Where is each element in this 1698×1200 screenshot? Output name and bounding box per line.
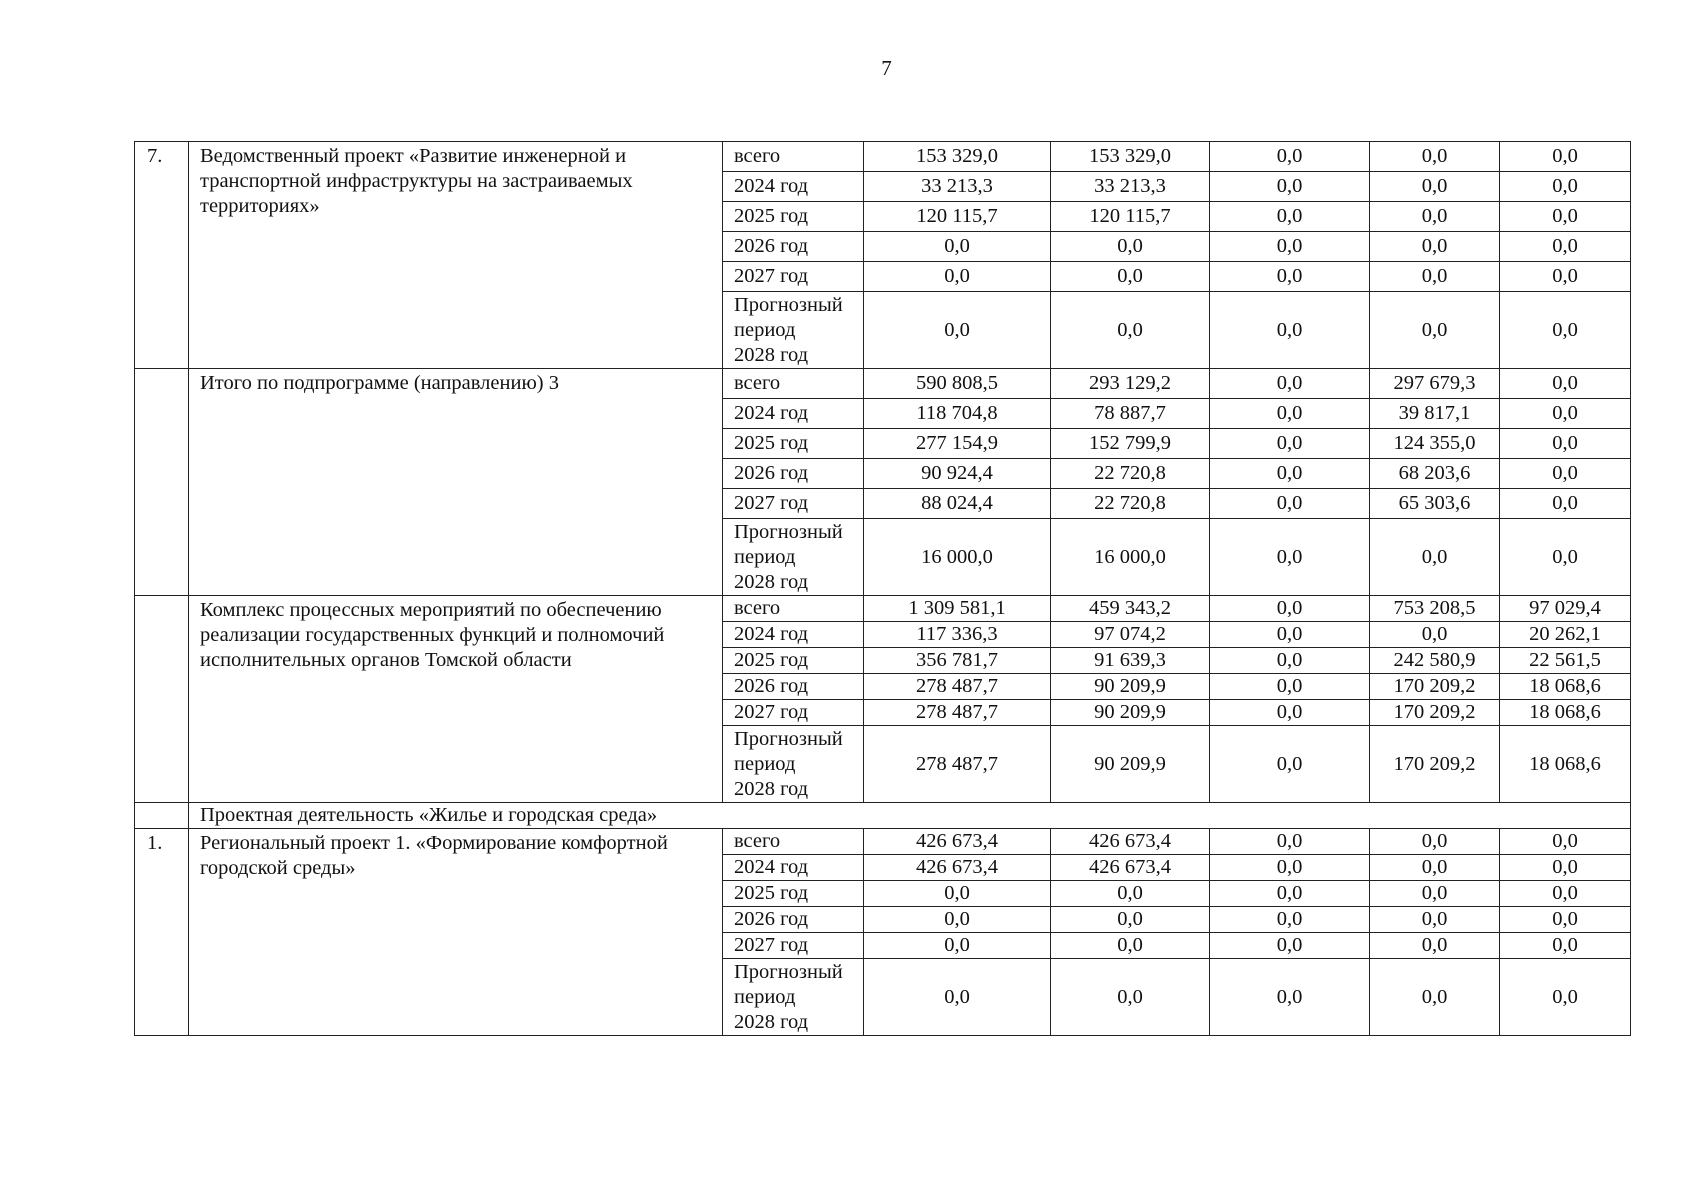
value-cell: 0,0 — [1051, 959, 1210, 1036]
value-cell: 0,0 — [1370, 959, 1500, 1036]
period-cell: Прогнозный период 2028 год — [723, 519, 864, 596]
value-cell: 0,0 — [1210, 292, 1370, 369]
period-cell: 2027 год — [723, 489, 864, 519]
period-cell: 2024 год — [723, 855, 864, 881]
value-cell: 0,0 — [1500, 262, 1631, 292]
value-cell: 124 355,0 — [1370, 429, 1500, 459]
value-cell: 0,0 — [864, 881, 1051, 907]
period-cell: 2026 год — [723, 459, 864, 489]
row-index: 1. — [135, 829, 189, 1036]
value-cell: 0,0 — [1210, 459, 1370, 489]
section-name: Ведомственный проект «Развитие инженерной и транспортной инфраструктуры на застраиваемых территориях» — [189, 142, 723, 369]
value-cell: 39 817,1 — [1370, 399, 1500, 429]
value-cell: 0,0 — [864, 262, 1051, 292]
value-cell: 0,0 — [1051, 907, 1210, 933]
table-row — [135, 142, 1631, 172]
value-cell: 117 336,3 — [864, 622, 1051, 648]
value-cell: 0,0 — [1210, 933, 1370, 959]
value-cell: 0,0 — [1051, 933, 1210, 959]
value-cell: 0,0 — [1500, 142, 1631, 172]
value-cell: 0,0 — [1370, 829, 1500, 855]
period-cell: 2025 год — [723, 881, 864, 907]
value-cell: 426 673,4 — [1051, 855, 1210, 881]
value-cell: 459 343,2 — [1051, 596, 1210, 622]
financing-table — [134, 141, 1631, 1036]
table-row — [135, 829, 1631, 855]
value-cell: 0,0 — [1210, 399, 1370, 429]
value-cell: 68 203,6 — [1370, 459, 1500, 489]
value-cell: 152 799,9 — [1051, 429, 1210, 459]
period-cell: всего — [723, 369, 864, 399]
value-cell: 0,0 — [1500, 202, 1631, 232]
value-cell: 0,0 — [1370, 881, 1500, 907]
value-cell: 0,0 — [1500, 855, 1631, 881]
period-cell: 2024 год — [723, 172, 864, 202]
value-cell: 22 720,8 — [1051, 489, 1210, 519]
value-cell: 22 561,5 — [1500, 648, 1631, 674]
section-name: Комплекс процессных мероприятий по обеспечению реализации государственных функций и полномочий исполнительных органов Томской области — [189, 596, 723, 803]
period-cell: 2024 год — [723, 622, 864, 648]
value-cell: 0,0 — [1500, 489, 1631, 519]
value-cell: 0,0 — [864, 232, 1051, 262]
value-cell: 0,0 — [1210, 959, 1370, 1036]
period-cell: всего — [723, 829, 864, 855]
value-cell: 0,0 — [1210, 881, 1370, 907]
value-cell: 278 487,7 — [864, 700, 1051, 726]
value-cell: 20 262,1 — [1500, 622, 1631, 648]
period-cell: всего — [723, 142, 864, 172]
value-cell: 426 673,4 — [864, 855, 1051, 881]
value-cell: 0,0 — [1500, 881, 1631, 907]
value-cell: 0,0 — [1210, 429, 1370, 459]
value-cell: 0,0 — [1210, 142, 1370, 172]
period-cell: 2026 год — [723, 674, 864, 700]
value-cell: 16 000,0 — [1051, 519, 1210, 596]
value-cell: 0,0 — [1500, 933, 1631, 959]
value-cell: 0,0 — [1500, 519, 1631, 596]
value-cell: 118 704,8 — [864, 399, 1051, 429]
value-cell: 22 720,8 — [1051, 459, 1210, 489]
value-cell: 170 209,2 — [1370, 700, 1500, 726]
value-cell: 0,0 — [1370, 519, 1500, 596]
value-cell: 0,0 — [1370, 907, 1500, 933]
value-cell: 0,0 — [1500, 172, 1631, 202]
value-cell: 170 209,2 — [1370, 726, 1500, 803]
period-cell: Прогнозный период 2028 год — [723, 292, 864, 369]
value-cell: 170 209,2 — [1370, 674, 1500, 700]
table-row — [135, 369, 1631, 399]
period-cell: 2025 год — [723, 202, 864, 232]
value-cell: 0,0 — [1500, 369, 1631, 399]
value-cell: 90 209,9 — [1051, 674, 1210, 700]
value-cell: 0,0 — [864, 933, 1051, 959]
table-row — [135, 803, 1631, 829]
value-cell: 242 580,9 — [1370, 648, 1500, 674]
value-cell: 0,0 — [1051, 881, 1210, 907]
value-cell: 97 029,4 — [1500, 596, 1631, 622]
value-cell: 0,0 — [1500, 959, 1631, 1036]
section-heading: Проектная деятельность «Жилье и городская среда» — [189, 803, 1631, 829]
value-cell: 16 000,0 — [864, 519, 1051, 596]
period-cell: 2027 год — [723, 700, 864, 726]
period-cell: 2025 год — [723, 429, 864, 459]
value-cell: 0,0 — [1210, 907, 1370, 933]
row-index — [135, 369, 189, 596]
value-cell: 0,0 — [1210, 519, 1370, 596]
value-cell: 0,0 — [1210, 829, 1370, 855]
value-cell: 590 808,5 — [864, 369, 1051, 399]
period-cell: 2027 год — [723, 933, 864, 959]
value-cell: 0,0 — [1051, 232, 1210, 262]
value-cell: 153 329,0 — [864, 142, 1051, 172]
value-cell: 0,0 — [1370, 172, 1500, 202]
section-name: Региональный проект 1. «Формирование комфортной городской среды» — [189, 829, 723, 1036]
value-cell: 0,0 — [1370, 933, 1500, 959]
value-cell: 0,0 — [1370, 292, 1500, 369]
value-cell: 0,0 — [1500, 829, 1631, 855]
value-cell: 0,0 — [1500, 907, 1631, 933]
value-cell: 0,0 — [1500, 232, 1631, 262]
value-cell: 0,0 — [1210, 202, 1370, 232]
value-cell: 0,0 — [1210, 648, 1370, 674]
value-cell: 18 068,6 — [1500, 726, 1631, 803]
value-cell: 0,0 — [1210, 622, 1370, 648]
value-cell: 0,0 — [1370, 262, 1500, 292]
row-index: 7. — [135, 142, 189, 369]
period-cell: всего — [723, 596, 864, 622]
value-cell: 153 329,0 — [1051, 142, 1210, 172]
period-cell: 2027 год — [723, 262, 864, 292]
value-cell: 0,0 — [1210, 262, 1370, 292]
value-cell: 90 209,9 — [1051, 700, 1210, 726]
value-cell: 0,0 — [864, 959, 1051, 1036]
value-cell: 33 213,3 — [1051, 172, 1210, 202]
value-cell: 0,0 — [1370, 202, 1500, 232]
value-cell: 0,0 — [1500, 459, 1631, 489]
value-cell: 0,0 — [1370, 232, 1500, 262]
value-cell: 278 487,7 — [864, 674, 1051, 700]
value-cell: 0,0 — [1210, 172, 1370, 202]
period-cell: 2025 год — [723, 648, 864, 674]
value-cell: 90 209,9 — [1051, 726, 1210, 803]
value-cell: 0,0 — [1051, 262, 1210, 292]
value-cell: 90 924,4 — [864, 459, 1051, 489]
value-cell: 78 887,7 — [1051, 399, 1210, 429]
financing-table-body — [135, 142, 1631, 1036]
value-cell: 0,0 — [1500, 399, 1631, 429]
value-cell: 120 115,7 — [1051, 202, 1210, 232]
value-cell: 356 781,7 — [864, 648, 1051, 674]
value-cell: 1 309 581,1 — [864, 596, 1051, 622]
value-cell: 91 639,3 — [1051, 648, 1210, 674]
value-cell: 0,0 — [864, 292, 1051, 369]
value-cell: 0,0 — [1500, 292, 1631, 369]
value-cell: 0,0 — [1210, 700, 1370, 726]
value-cell: 97 074,2 — [1051, 622, 1210, 648]
period-cell: 2026 год — [723, 232, 864, 262]
section-name: Итого по подпрограмме (направлению) 3 — [189, 369, 723, 596]
value-cell: 0,0 — [1210, 726, 1370, 803]
value-cell: 0,0 — [1210, 489, 1370, 519]
value-cell: 0,0 — [1210, 232, 1370, 262]
value-cell: 0,0 — [1210, 369, 1370, 399]
value-cell: 0,0 — [1370, 142, 1500, 172]
value-cell: 0,0 — [864, 907, 1051, 933]
value-cell: 0,0 — [1210, 855, 1370, 881]
value-cell: 753 208,5 — [1370, 596, 1500, 622]
value-cell: 0,0 — [1051, 292, 1210, 369]
value-cell: 297 679,3 — [1370, 369, 1500, 399]
page-number: 7 — [881, 56, 892, 80]
value-cell: 65 303,6 — [1370, 489, 1500, 519]
value-cell: 0,0 — [1210, 596, 1370, 622]
value-cell: 88 024,4 — [864, 489, 1051, 519]
period-cell: Прогнозный период 2028 год — [723, 726, 864, 803]
table-row — [135, 596, 1631, 622]
value-cell: 33 213,3 — [864, 172, 1051, 202]
value-cell: 0,0 — [1210, 674, 1370, 700]
value-cell: 120 115,7 — [864, 202, 1051, 232]
value-cell: 0,0 — [1370, 622, 1500, 648]
period-cell: 2024 год — [723, 399, 864, 429]
period-cell: 2026 год — [723, 907, 864, 933]
row-index — [135, 596, 189, 803]
value-cell: 277 154,9 — [864, 429, 1051, 459]
value-cell: 0,0 — [1370, 855, 1500, 881]
row-index — [135, 803, 189, 829]
value-cell: 0,0 — [1500, 429, 1631, 459]
value-cell: 18 068,6 — [1500, 674, 1631, 700]
value-cell: 278 487,7 — [864, 726, 1051, 803]
value-cell: 18 068,6 — [1500, 700, 1631, 726]
value-cell: 426 673,4 — [1051, 829, 1210, 855]
value-cell: 293 129,2 — [1051, 369, 1210, 399]
value-cell: 426 673,4 — [864, 829, 1051, 855]
period-cell: Прогнозный период 2028 год — [723, 959, 864, 1036]
